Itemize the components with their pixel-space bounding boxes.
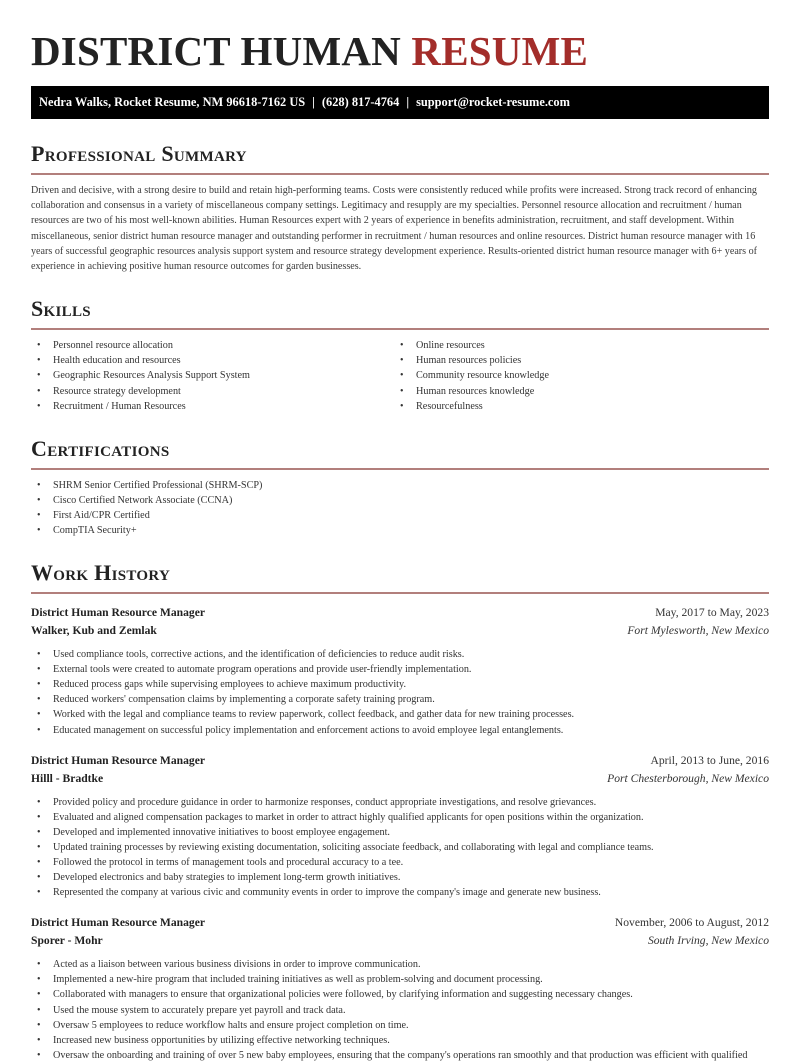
job-bullet: • Developed and implemented innovative initiatives to boost employee engagement. (31, 825, 769, 840)
job-bullet: • External tools were created to automate program operations and provide user-friendly implementation. (31, 662, 769, 677)
job-dates: April, 2013 to June, 2016 (650, 753, 769, 767)
contact-address: Nedra Walks, Rocket Resume, NM 96618-7162 US (39, 95, 306, 109)
contact-separator: | (406, 95, 410, 109)
title-main: DISTRICT HUMAN (31, 28, 401, 74)
skill-item: • Resource strategy development (31, 384, 394, 399)
job-bullet: • Used compliance tools, corrective actions, and the identification of deficiencies to reduce audit risks. (31, 647, 769, 662)
job-bullet: • Evaluated and aligned compensation packages to market in order to attract highly qualified applicants for open positions within the organization. (31, 810, 769, 825)
job-bullet: • Updated training processes by reviewing existing documentation, soliciting associate feedback, and collaborating with legal and compliance teams. (31, 840, 769, 855)
job-bullet: • Reduced workers' compensation claims by implementing a corporate safety training program. (31, 692, 769, 707)
job-company: Sporer - Mohr (31, 934, 103, 948)
job-header-row (31, 604, 769, 622)
skills-columns (31, 338, 769, 413)
job-bullet: • Collaborated with managers to ensure that organizational policies were followed, by clarifying information and suggesting necessary changes. (31, 987, 769, 1002)
section-divider (31, 592, 769, 594)
skill-item: • Geographic Resources Analysis Support System (31, 368, 394, 383)
job-bullet: • Implemented a new-hire program that included training initiatives as well as problem-solving and document processing. (31, 972, 769, 987)
job-dates: November, 2006 to August, 2012 (614, 916, 769, 930)
skill-item: • Personnel resource allocation (31, 338, 394, 353)
job-title: District Human Resource Manager (31, 753, 205, 767)
job-header-row (31, 752, 769, 770)
contact-email: support@rocket-resume.com (416, 95, 570, 109)
job-bullet: • Oversaw the onboarding and training of over 5 new baby employees, ensuring that the company's operations ran smoothly and that production was efficient with qualified (31, 1048, 769, 1063)
job-bullet: • Oversaw 5 employees to reduce workflow halts and ensure project completion on time. (31, 1018, 769, 1033)
certification-item: • Cisco Certified Network Associate (CCNA) (31, 493, 769, 508)
contact-phone: (628) 817-4764 (321, 95, 400, 109)
section-divider (31, 468, 769, 470)
job-company-row (31, 770, 769, 788)
skill-item: • Resourcefulness (394, 399, 757, 414)
job-entry (31, 914, 769, 1063)
summary-text: Driven and decisive, with a strong desire to build and retain high-performing teams. Costs were consistently reduced while profits were increased. Strong track record of enhancing collaboration and consensus in a variety of miscellaneous company settings. Legitimacy and resupply are my specialties. Personnel resource allocation and recruitment / human resources are two of his most well-known abilities. Human Resources expert with 2 years of experience in benefits administration, recruitment, and staff development. Within miscellaneous, senior district human resource manager and outstanding performer in recruitment / human resources and online resources. District human resource manager with 16 years of successful geographic resources analysis support system and resource strategy development experience. Results-oriented district human resource manager with 6+ years of experience in achieving positive human resource outcomes for garden businesses. (31, 185, 758, 273)
section-heading-summary: Professional Summary (31, 141, 247, 166)
section-heading-certifications: Certifications (31, 435, 170, 461)
certifications-section (31, 436, 769, 538)
job-location: Port Chesterborough, New Mexico (607, 771, 769, 785)
skills-section (31, 296, 769, 413)
job-bullet: • Educated management on successful policy implementation and enforcement actions to avoid employee legal entanglements. (31, 723, 769, 738)
job-bullet: • Acted as a liaison between various business divisions in order to improve communication. (31, 957, 769, 972)
job-bullet: • Represented the company at various civic and community events in order to improve the company's image and generate new business. (31, 885, 769, 900)
section-divider (31, 173, 769, 175)
skill-item: • Human resources policies (394, 353, 757, 368)
job-bullet: • Followed the protocol in terms of management tools and procedural accuracy to a tee. (31, 855, 769, 870)
contact-bar (31, 86, 769, 119)
certifications-list (31, 478, 769, 538)
section-divider (31, 328, 769, 330)
summary-section (31, 141, 769, 274)
skill-item: • Online resources (394, 338, 757, 353)
certification-item: • SHRM Senior Certified Professional (SHRM-SCP) (31, 478, 769, 493)
work-history-section (31, 560, 769, 1063)
job-bullet: • Increased new business opportunities by utilizing effective networking techniques. (31, 1033, 769, 1048)
certification-item: • CompTIA Security+ (31, 523, 769, 538)
skill-item: • Recruitment / Human Resources (31, 399, 394, 414)
title-accent: RESUME (411, 28, 589, 74)
resume-title (31, 0, 769, 72)
job-dates: May, 2017 to May, 2023 (655, 606, 769, 620)
job-bullet: • Provided policy and procedure guidance in order to harmonize responses, conduct appropriate investigations, and resolve grievances. (31, 795, 769, 810)
skills-list-right (394, 338, 757, 413)
job-company-row (31, 932, 769, 950)
job-location: Fort Mylesworth, New Mexico (627, 624, 769, 638)
job-header-row (31, 914, 769, 932)
job-title: District Human Resource Manager (31, 916, 205, 930)
job-bullet: • Worked with the legal and compliance teams to review paperwork, collect feedback, and gather data for new training processes. (31, 707, 769, 722)
job-location: South Irving, New Mexico (647, 934, 769, 948)
job-company: Hilll - Bradtke (31, 771, 104, 785)
job-bullet: • Reduced process gaps while supervising employees to achieve maximum productivity. (31, 677, 769, 692)
job-bullet: • Developed electronics and baby strategies to implement long-term growth initiatives. (31, 870, 769, 885)
skills-list-left (31, 338, 394, 413)
job-entry (31, 604, 769, 738)
skill-item: • Community resource knowledge (394, 368, 757, 383)
job-company-row (31, 622, 769, 640)
job-entry (31, 752, 769, 901)
job-title: District Human Resource Manager (31, 606, 205, 620)
section-heading-work-history: Work History (31, 560, 171, 586)
job-company: Walker, Kub and Zemlak (31, 624, 157, 638)
job-bullets (31, 957, 769, 1063)
section-heading-skills: Skills (31, 296, 91, 322)
certification-item: • First Aid/CPR Certified (31, 508, 769, 523)
skill-item: • Health education and resources (31, 353, 394, 368)
job-bullets (31, 795, 769, 901)
job-bullets (31, 647, 769, 738)
contact-separator: | (312, 95, 315, 109)
job-bullet: • Used the mouse system to accurately prepare yet payroll and track data. (31, 1003, 769, 1018)
skill-item: • Human resources knowledge (394, 384, 757, 399)
